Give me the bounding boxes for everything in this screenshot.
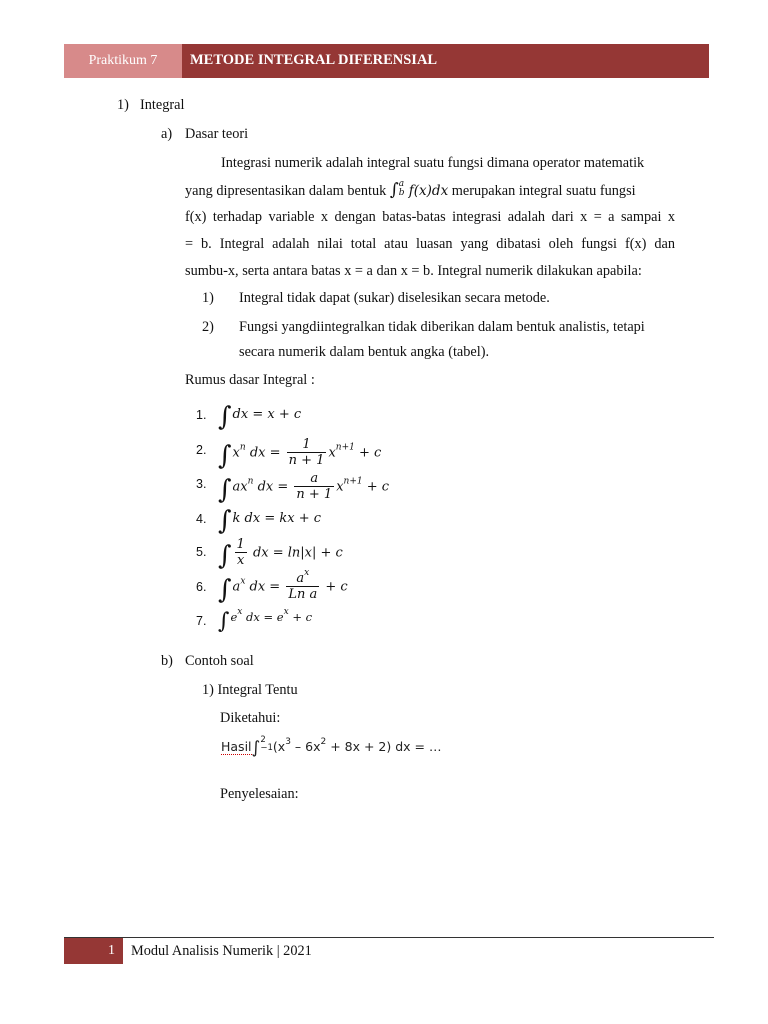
formula-number: 7.: [196, 614, 207, 628]
paragraph-line: sumbu-x, serta antara batas x = a dan x = b. Integral numerik dilakukan apabila:: [185, 262, 642, 279]
condition-number: 2): [202, 319, 214, 335]
subsection-a-number: a): [161, 126, 173, 142]
example-item: 1) Integral Tentu: [202, 682, 298, 698]
formula-number: 3.: [196, 477, 207, 491]
example-problem-word: Hasil: [221, 739, 252, 754]
formula-expression: $\int e^x$ dx = $e^x + c$: [218, 607, 313, 634]
formula-number: 5.: [196, 545, 207, 559]
integral-notation: ∫a b f(x)dx: [389, 178, 449, 200]
given-label: Diketahui:: [220, 710, 281, 726]
subsection-b-title: Contoh soal: [185, 653, 254, 669]
formula-number: 1.: [196, 408, 207, 422]
formula-expression: ∫ $\frac{1}{x}$ dx = ln|x| + c: [218, 537, 343, 571]
subsection-b-number: b): [161, 653, 173, 669]
formula-expression: $\int ax^n$ dx = $\frac{a}{n + 1}$ $x^{n+1} + c$: [218, 471, 390, 505]
formula-list-title: Rumus dasar Integral :: [185, 372, 315, 388]
formula-number: 2.: [196, 443, 207, 457]
formula-number: 4.: [196, 512, 207, 526]
formula-number: 6.: [196, 580, 207, 594]
paragraph-line: = b. Integral adalah nilai total atau luasan yang dibatasi oleh fungsi f(x) dan: [185, 236, 675, 253]
footer-text: Modul Analisis Numerik | 2021: [131, 943, 312, 959]
formula-expression: ∫dx = x + c: [218, 402, 302, 432]
condition-text: Integral tidak dapat (sukar) diselesikan secara metode.: [239, 290, 550, 306]
example-problem: Hasil∫2 $-1(x^3 - 6x^2 + 8x + 2)$ dx = …: [221, 735, 442, 758]
subsection-a-title: Dasar teori: [185, 126, 249, 142]
formula-expression: $\int a^x$ dx = $\frac{a^x}{\text{Ln a}}$ + c: [218, 568, 348, 605]
header-title: METODE INTEGRAL DIFERENSIAL: [182, 44, 709, 78]
paragraph-line-text: yang dipresentasikan dalam bentuk: [185, 182, 387, 199]
solution-label: Penyelesaian:: [220, 786, 299, 802]
paragraph-line: f(x) terhadap variable x dengan batas-batas integrasi adalah dari x = a sampai x: [185, 209, 675, 226]
formula-expression: ∫k dx = kx + c: [218, 506, 322, 536]
formula-expression: $\int x^n$ dx = $\frac{1}{n + 1}$ $x^{n+1} + c$: [218, 437, 382, 471]
header-practicum-label: Praktikum 7: [64, 44, 182, 78]
section-title: Integral: [140, 97, 185, 113]
condition-text: secara numerik dalam bentuk angka (tabel).: [239, 344, 490, 360]
page-number: 1: [64, 938, 123, 964]
theory-paragraph: [185, 150, 675, 285]
condition-number: 1): [202, 290, 214, 306]
paragraph-line-text: merupakan integral suatu fungsi: [451, 182, 636, 199]
condition-text: Fungsi yangdiintegralkan tidak diberikan dalam bentuk analistis, tetapi: [239, 319, 645, 335]
footer-rule: [64, 937, 714, 938]
section-number: 1): [117, 97, 129, 113]
paragraph-line: [185, 177, 675, 205]
paragraph-line: Integrasi numerik adalah integral suatu fungsi dimana operator matematik: [221, 155, 645, 171]
